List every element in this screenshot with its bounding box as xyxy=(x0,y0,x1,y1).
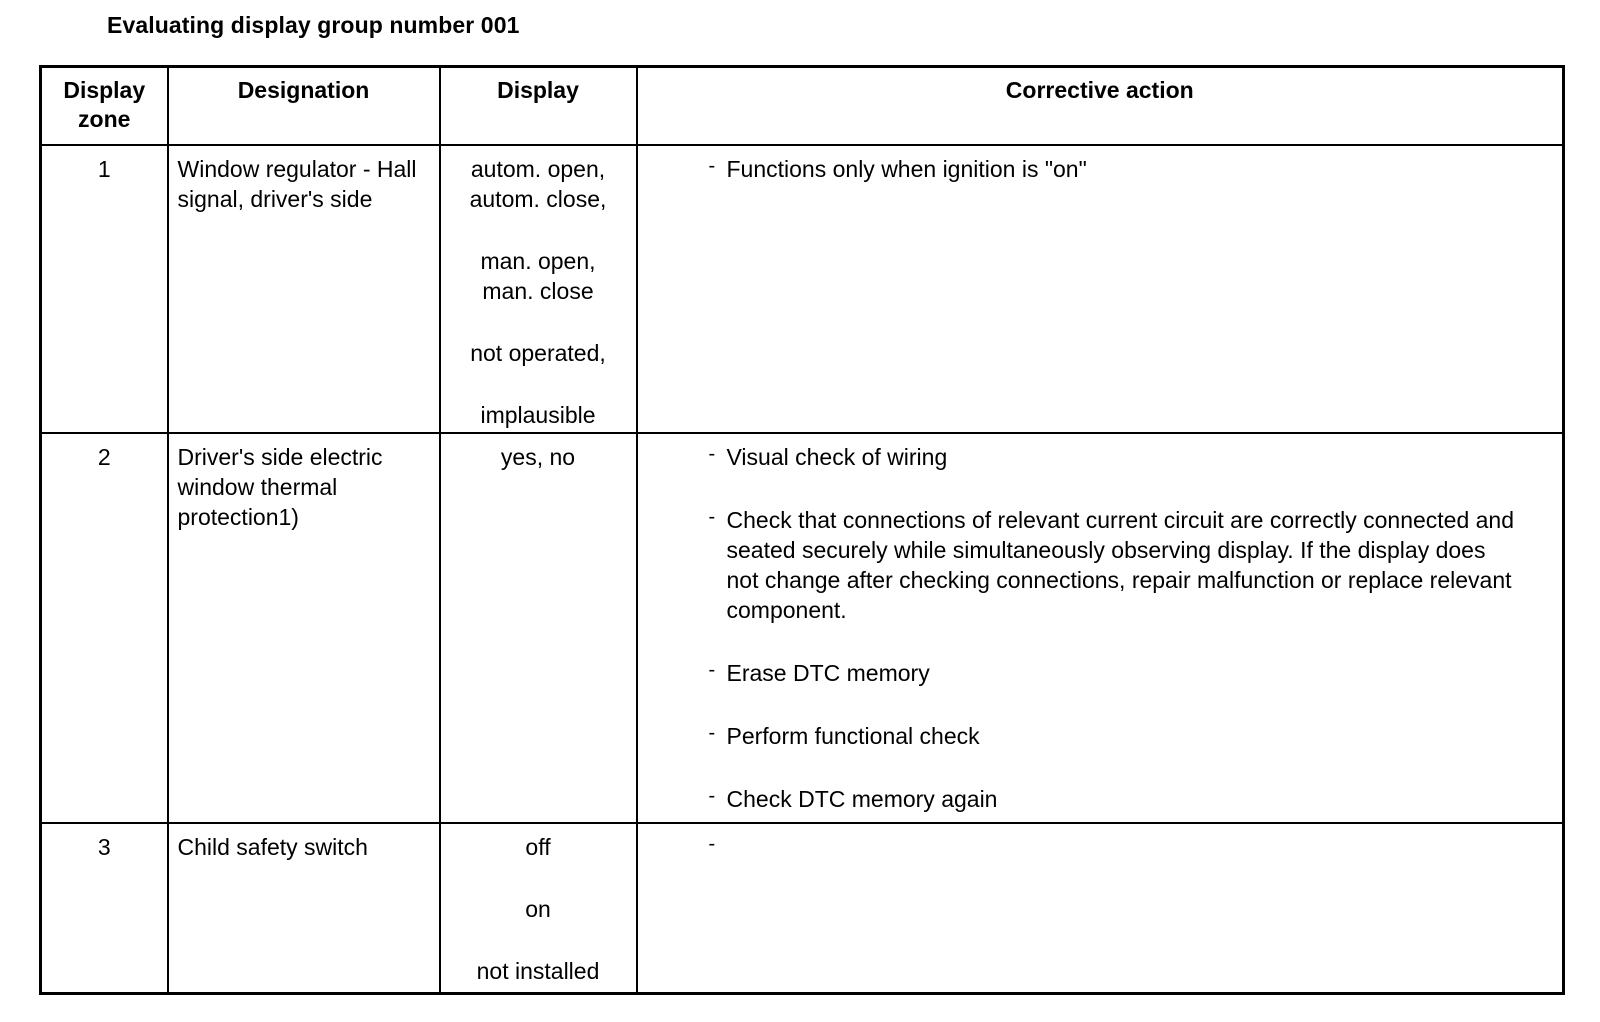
table-header-row xyxy=(41,67,1564,146)
action-item xyxy=(709,832,1523,856)
dash-marker: - xyxy=(708,785,716,807)
action-item xyxy=(709,442,1523,472)
display-group-table xyxy=(39,65,1565,995)
display-value: yes, no xyxy=(500,444,576,470)
action-text xyxy=(727,832,1523,856)
header-designation: Designation xyxy=(168,67,440,146)
action-text: Functions only when ignition is "on" xyxy=(726,156,1087,182)
display-value: on xyxy=(525,896,551,922)
dash-marker: - xyxy=(708,155,716,177)
display-value: autom. open, autom. close, xyxy=(469,156,607,212)
header-corrective-action: Corrective action xyxy=(637,67,1564,146)
display-value: not operated, xyxy=(470,340,606,366)
action-text: Check that connections of relevant current circuit are correctly connected and seated securely while simultaneously observing display. If the display does not change after checking connections, repair malfunction or replace relevant component. xyxy=(726,507,1515,623)
display-value: man. open, man. close xyxy=(480,248,596,304)
display-cell xyxy=(440,823,637,994)
action-item xyxy=(709,721,1523,751)
action-item xyxy=(709,784,1523,814)
dash-marker: - xyxy=(708,722,716,744)
corrective-action-cell xyxy=(637,823,1564,994)
table-row xyxy=(41,823,1564,994)
page-title: Evaluating display group number 001 xyxy=(107,12,520,38)
action-text: Check DTC memory again xyxy=(726,786,998,812)
designation-cell: Child safety switch xyxy=(168,823,440,994)
action-item xyxy=(709,658,1523,688)
designation-cell: Driver's side electric window thermal protection1) xyxy=(168,433,440,823)
table-row xyxy=(41,145,1564,433)
header-display: Display xyxy=(440,67,637,146)
action-text: Perform functional check xyxy=(726,723,980,749)
action-item xyxy=(709,505,1523,625)
corrective-action-cell xyxy=(637,433,1564,823)
header-display-zone: Display zone xyxy=(41,67,168,146)
dash-marker: - xyxy=(708,443,716,465)
display-cell xyxy=(440,145,637,433)
dash-marker: - xyxy=(708,659,716,681)
display-value: off xyxy=(525,834,551,860)
table-row xyxy=(41,433,1564,823)
dash-marker: - xyxy=(708,506,716,528)
action-text: Visual check of wiring xyxy=(726,444,948,470)
action-text: Erase DTC memory xyxy=(726,660,930,686)
corrective-action-cell xyxy=(637,145,1564,433)
display-value: implausible xyxy=(480,402,596,428)
action-item xyxy=(709,154,1523,184)
display-cell xyxy=(440,433,637,823)
display-value: not installed xyxy=(476,958,600,984)
designation-cell: Window regulator - Hall signal, driver's side xyxy=(168,145,440,433)
zone-cell: 1 xyxy=(41,145,168,433)
zone-cell: 2 xyxy=(41,433,168,823)
dash-marker: - xyxy=(708,833,716,855)
zone-cell: 3 xyxy=(41,823,168,994)
